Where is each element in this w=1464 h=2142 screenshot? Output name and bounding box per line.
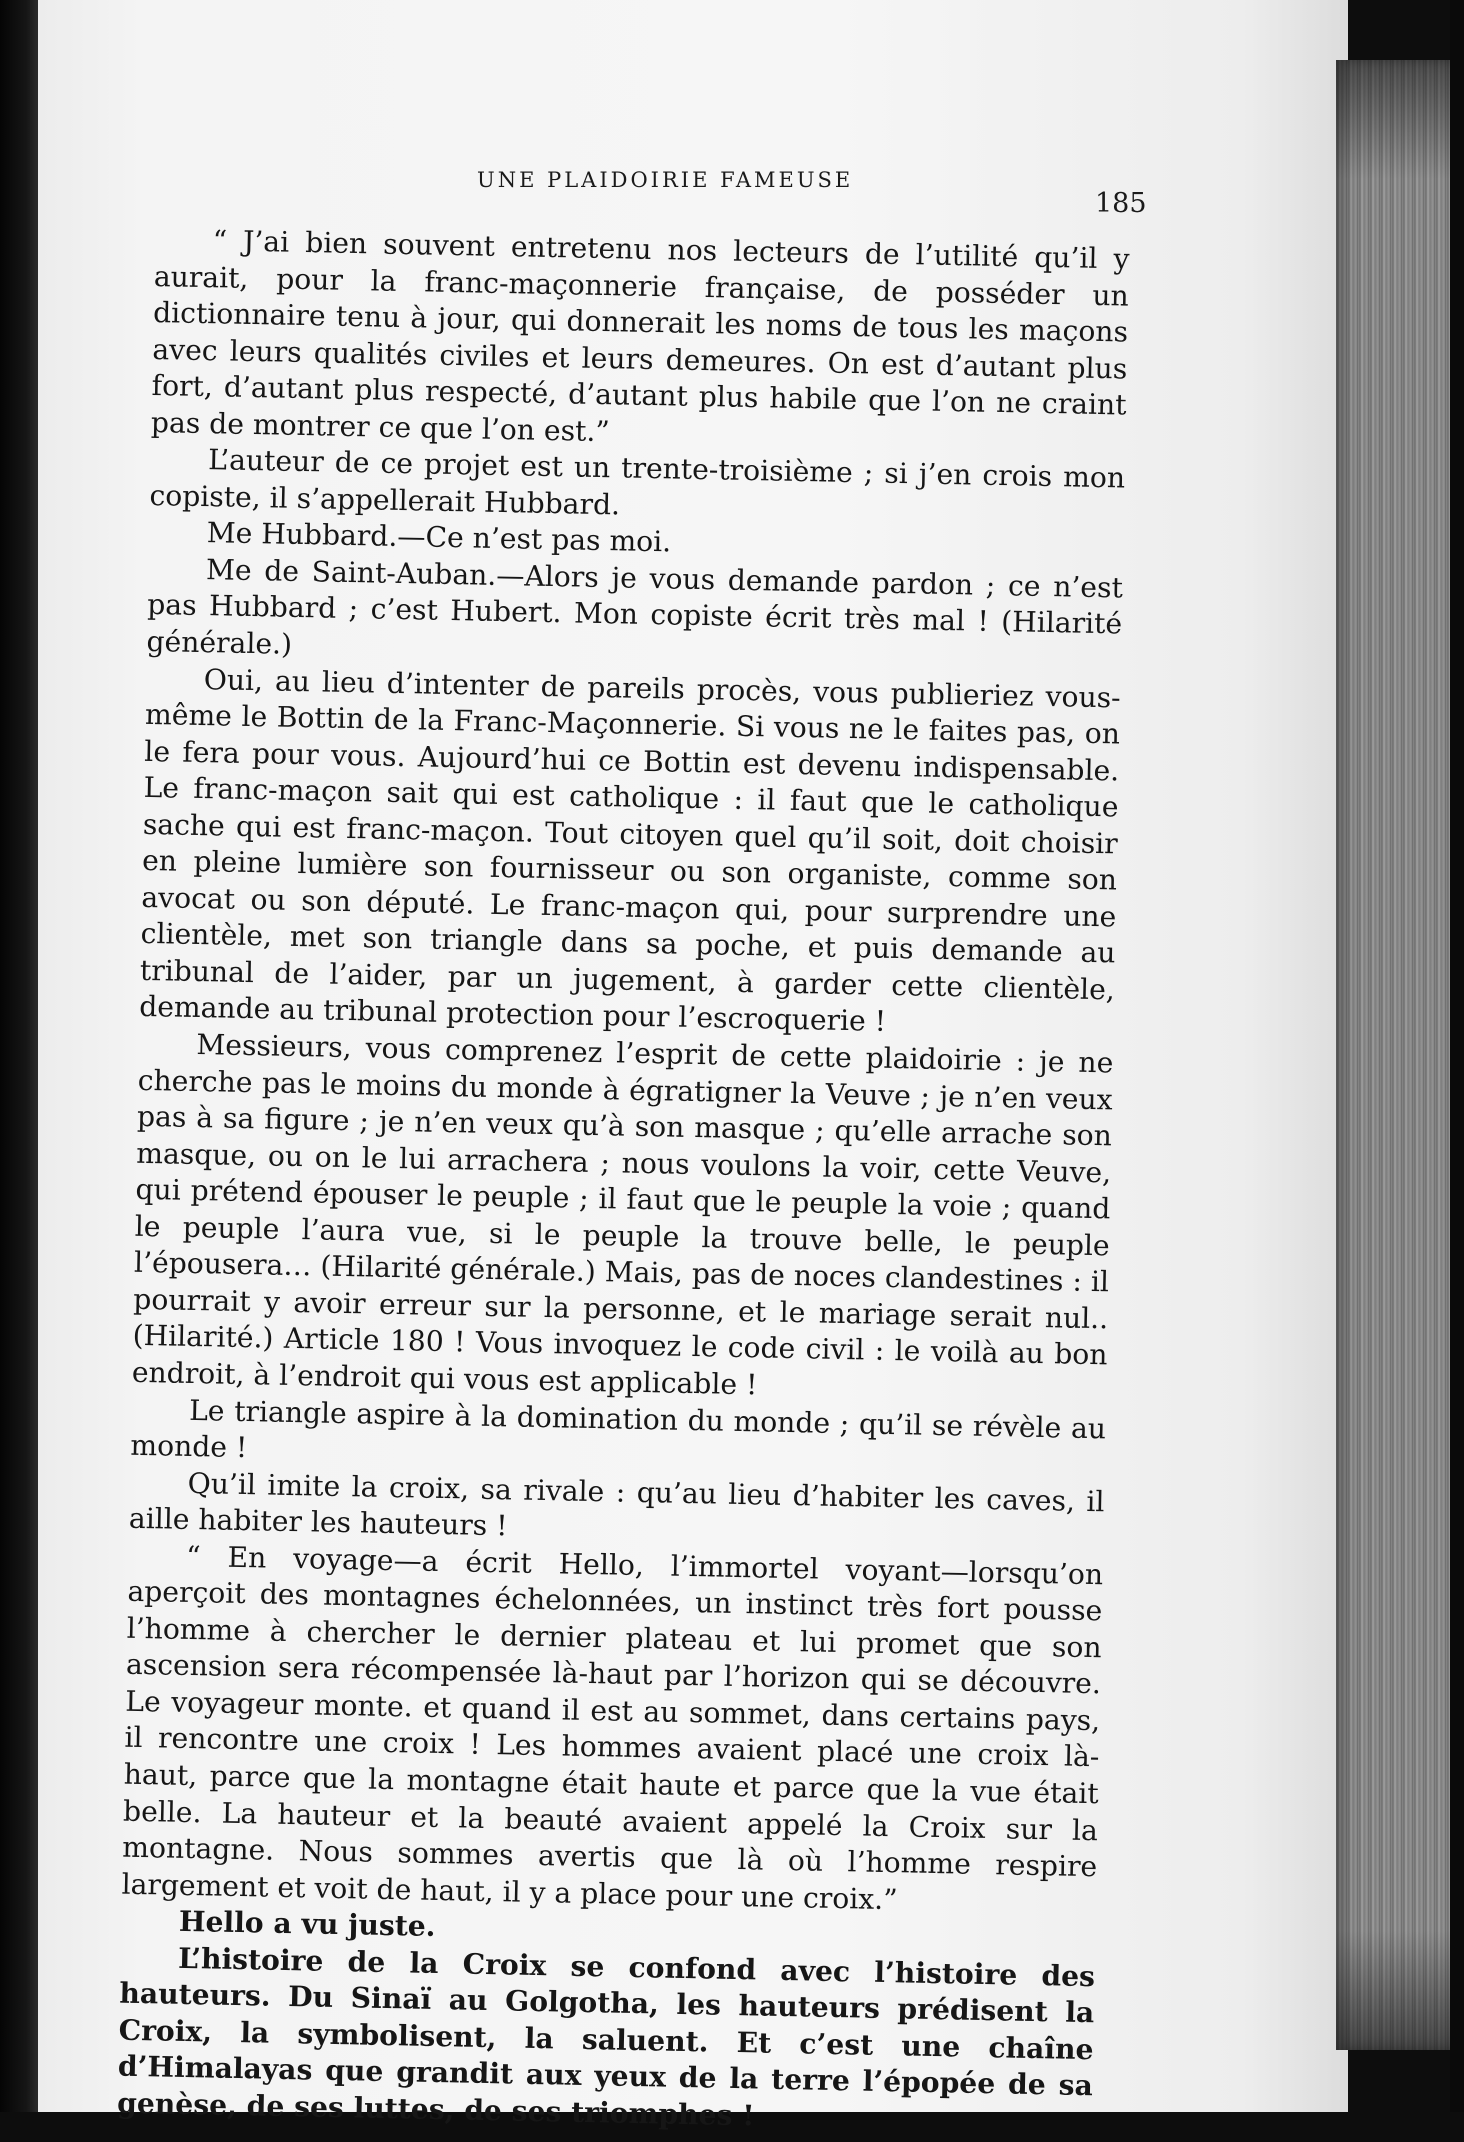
paragraph-triangle: Le triangle aspire à la domination du monde ; qu’il se révèle au monde ! — [130, 1393, 1107, 1465]
paragraph-hubbard-reply: Me Hubbard.—Ce n’est pas moi. — [206, 516, 672, 559]
body-text — [117, 222, 1130, 2142]
page-header — [160, 150, 1147, 219]
page-number: 185 — [1095, 188, 1147, 219]
paragraph-histoire-croix: L’histoire de la Croix se confond avec l’histoire des hauteurs. Du Sinaï au Golgotha, les hauteurs prédisent la Croix, la symbolisent, la saluent. Et c’est une chaîne d’Himalayas que grandit aux yeux de la terre l’épopée de sa genèse, de ses luttes, de ses triomphes ! — [116, 1941, 1096, 2133]
running-head: UNE PLAIDOIRIE FAMEUSE — [477, 168, 854, 192]
paragraph-saint-auban-reply: Me de Saint-Auban.—Alors je vous demande pardon ; ce n’est pas Hubbard ; c’est Hubert. Mon copiste écrit très mal ! (Hilarité générale.) — [146, 553, 1124, 661]
paragraph-croix-rivale: Qu’il imite la croix, sa rivale : qu’au lieu d’habiter les caves, il aille habiter les hauteurs ! — [128, 1466, 1105, 1543]
book-gutter-shadow — [0, 0, 38, 2112]
paragraph-bottin: Oui, au lieu d’intenter de pareils procès, vous publieriez vous-même le Bottin de la Franc-Maçonnerie. Si vous ne le faites pas, on le fera pour vous. Aujourd’hui ce Bottin est devenu indispensable. Le franc-maçon sait qui est catholique : il faut que le catholique sache qui est franc-maçon. Tout citoyen quel qu’il soit, doit choisir en pleine lumière son fournisseur ou son organiste, comme son avocat ou son député. Le franc-maçon qui, pour surprendre une clientèle, met son triangle dans sa poche, et puis demande au tribunal de l’aider, par un jugement, à garder cette clientèle, demande au tribunal protection pour l’escroquerie ! — [138, 662, 1121, 1039]
paragraph-hello-juste: Hello a vu juste. — [178, 1904, 436, 1944]
background-edge — [1450, 0, 1464, 2112]
paragraph-messieurs: Messieurs, vous comprenez l’esprit de cette plaidoirie : je ne cherche pas le moins du monde à égratigner la Veuve ; je n’en veux pas à sa figure ; je n’en veux qu’à son masque ; qu’elle arrache son masque, ou on le lui arrachera ; nous voulons la voir, cette Veuve, qui prétend épouser le peuple ; il faut que le peuple la voie ; quand le peuple l’aura vue, si le peuple la trouve belle, le peuple l’épousera… (Hilarité générale.) Mais, pas de noces clandestines : il pourrait y avoir erreur sur la personne, et le mariage serait nul.. (Hilarité.) Article 180 ! Vous invoquez le code civil : le voilà au bon endroit, à l’endroit qui vous est applicable ! — [131, 1028, 1114, 1402]
paragraph-author-project: L’auteur de ce projet est un trente-troisième ; si j’en crois mon copiste, il s’appellerait Hubbard. — [149, 443, 1126, 522]
paragraph-quote-dictionary: “ J’ai bien souvent entretenu nos lecteurs de l’utilité qu’il y aurait, pour la franc-maçonnerie française, de posséder un dictionnaire tenu à jour, qui donnerait les noms de tous les maçons avec leurs qualités civiles et leurs demeures. On est d’autant plus fort, d’autant plus respecté, d’autant plus habile que l’on ne craint pas de montrer ce que l’on est.” — [150, 224, 1130, 448]
paragraph-hello-quote: “ En voyage—a écrit Hello, l’immortel voyant—lorsqu’on aperçoit des montagnes échelonnées, un instinct très fort pousse l’homme à chercher le dernier plateau et lui promet que son ascension sera récompensée là-haut par l’horizon qui se découvre. Le voyageur monte. et quand il est au sommet, dans certains pays, il rencontre une croix ! Les hommes avaient placé une croix là-haut, parce que la montagne était haute et parce que la vue était belle. La hauteur et la beauté avaient appelé la Croix sur la montagne. Nous sommes avertis que là où l’homme respire largement et voit de haut, il y a place pour une croix.” — [121, 1539, 1104, 1916]
page-stack-edges — [1336, 60, 1464, 2050]
